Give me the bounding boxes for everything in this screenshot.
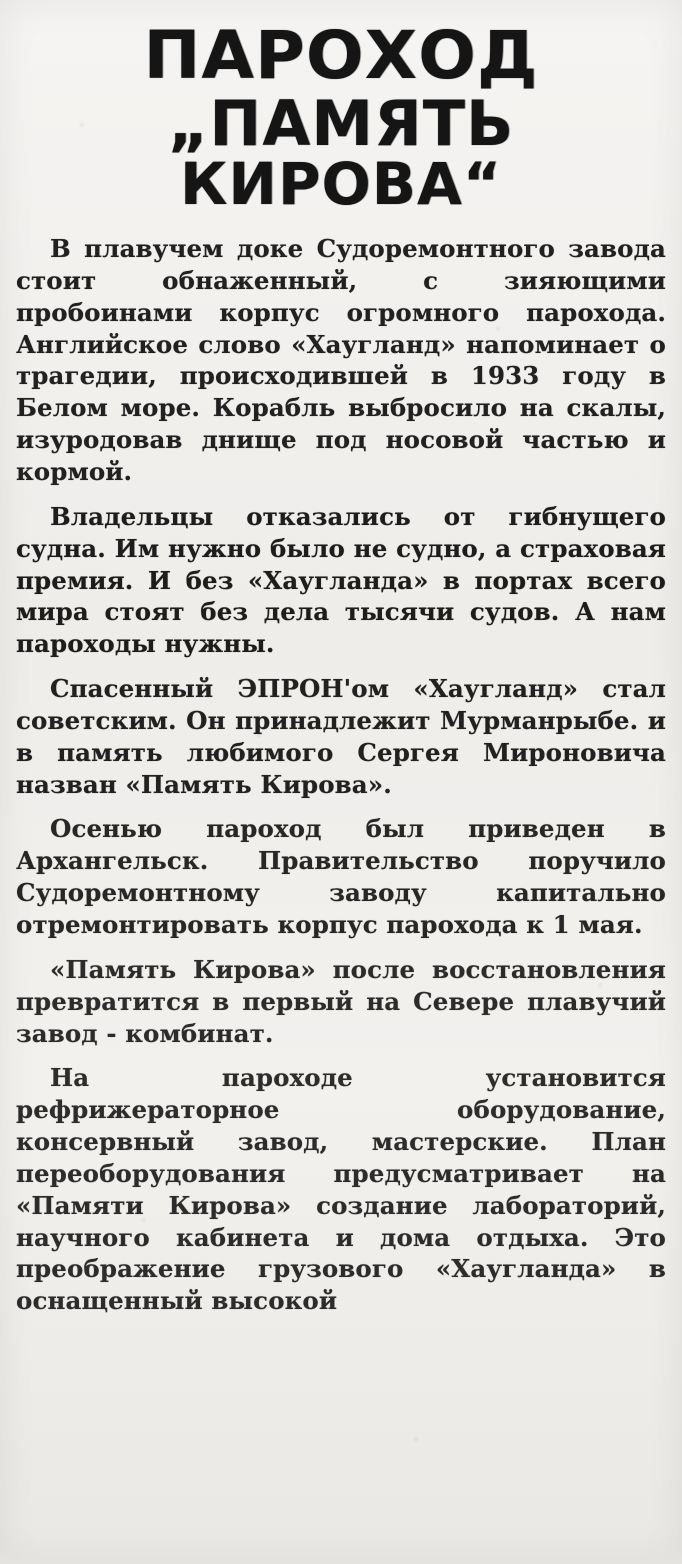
article-paragraph: «Память Кирова» после восстановления превратится в первый на Севере плавучий завод - комбинат. [16,954,666,1048]
article-paragraph: В плавучем доке Судоремонтного завода стоит обнаженный, с зияющими пробоинами корпус огромного парохода. Английское слово «Хаугланд» напоминает о трагедии, происходившей в 1933 году в Белом море. Корабль выбросило на скалы, изуродовав днище под носовой частью и кормой. [16,234,666,487]
article-paragraph: На пароходе установится рефрижераторное оборудование, консервный завод, мастерские. План переоборудования предусматривает на «Памяти Кирова» создание лабораторий, научного кабинета и дома отдыха. Это преображение грузового «Хаугланда» в оснащенный высокой [16,1063,666,1316]
headline-line-2: „ПАМЯТЬ [167,86,515,160]
headline-line-3: КИРОВА“ [180,149,502,218]
article-body [16,233,666,1317]
headline-line-1: ПАРОХОД [143,17,539,94]
page-title [16,17,666,218]
article-paragraph: Осенью пароход был приведен в Архангельск. Правительство поручило Судоремонтному заводу капитально отремонтировать корпус парохода к 1 мая. [16,814,666,939]
article-paragraph: Спасенный ЭПРОН'ом «Хаугланд» стал советским. Он принадлежит Мурманрыбе. и в память любимого Сергея Мироновича назван «Память Кирова». [16,674,666,799]
article-paragraph: Владельцы отказались от гибнущего судна. Им нужно было не судно, а страховая премия. И без «Хаугланда» в портах всего мира стоят без дела тысячи судов. А нам пароходы нужны. [16,501,666,659]
scan-bottom-fade [0,1538,682,1564]
